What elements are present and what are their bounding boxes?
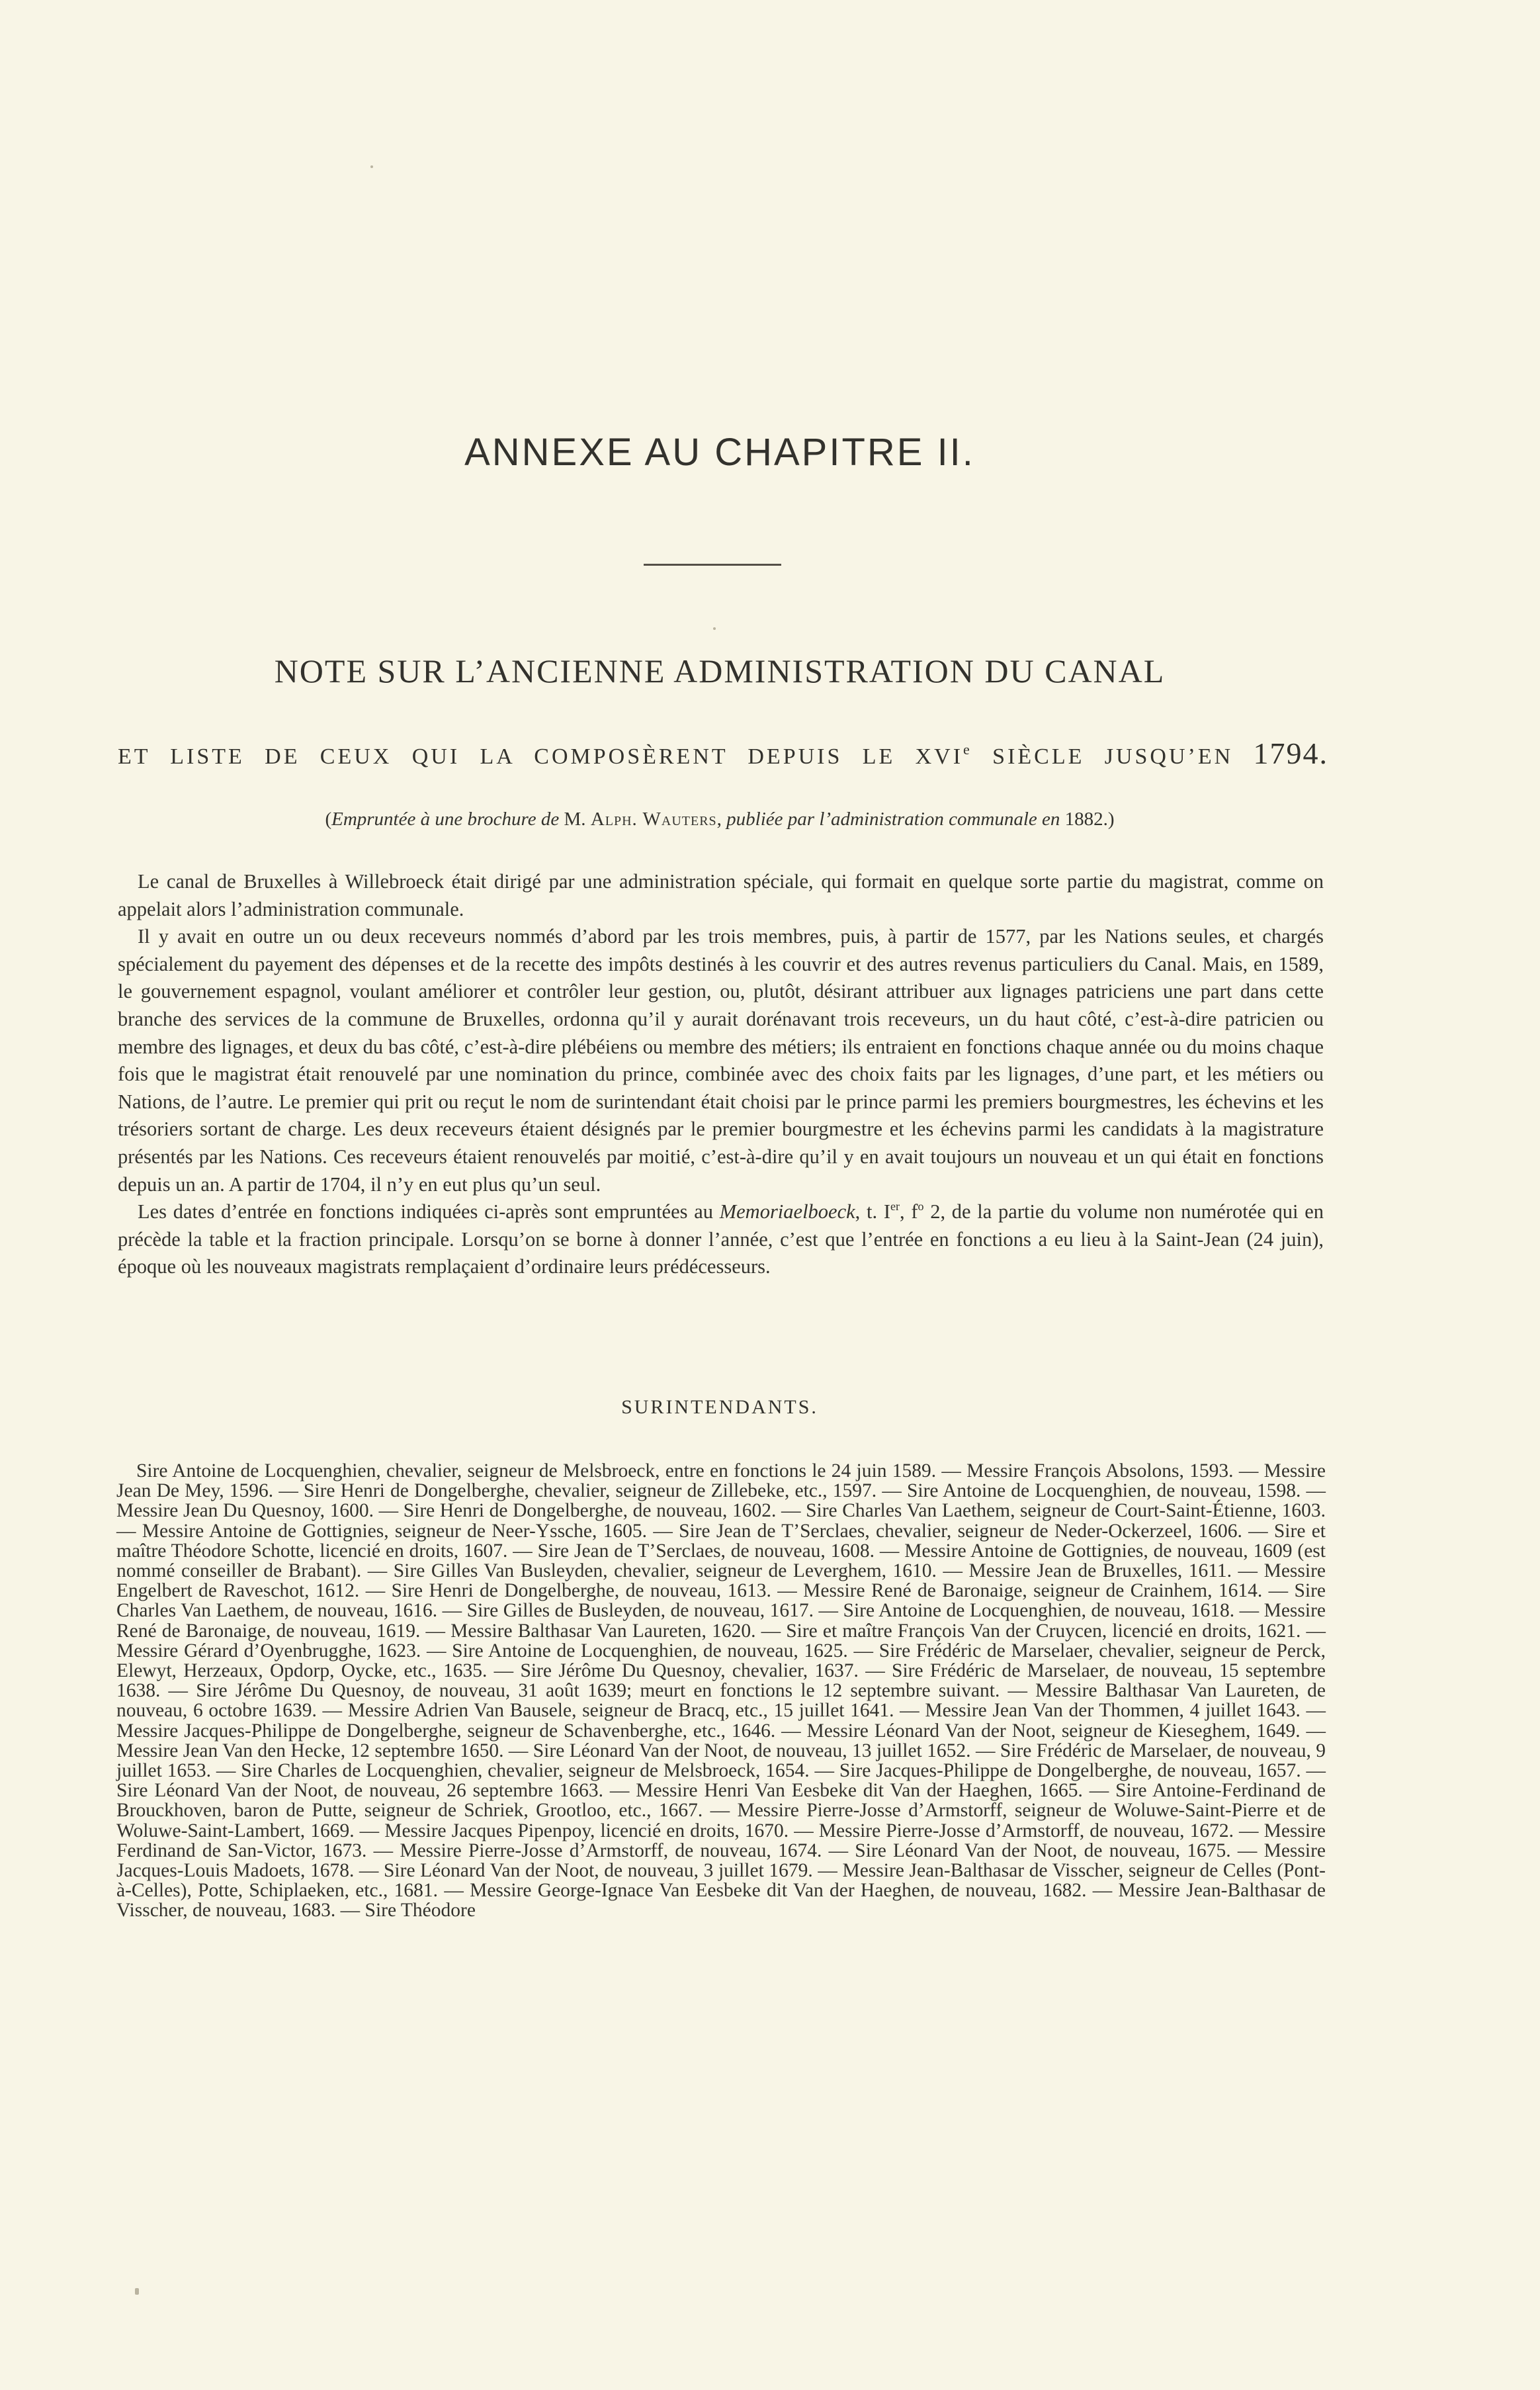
memoriaelboeck-title: Memoriaelboeck [719,1200,855,1223]
paper-speck [135,2288,139,2295]
paragraph-1: Le canal de Bruxelles à Willebroeck était dirigé par une administration spéciale, qui formait en quelque sorte partie du magistrat, comme on appelait alors l’administration communale. [118,870,1324,920]
surintendants-list: Sire Antoine de Locquenghien, chevalier, seigneur de Melsbroeck, entre en fonctions le 24 juin 1589. — Messire François Absolons, 1593. — Messire Jean De Mey, 1596. — Sire Henri de Dongelberghe, chevalier, seigneur de Zillebeke, etc., 1597. — Sire Antoine de Locquenghien, de nouveau, 1598. — Messire Jean Du Quesnoy, 1600. — Sire Henri de Dongelberghe, de nouveau, 1602. — Sire Charles Van Laethem, seigneur de Court-Saint-Étienne, 1603. — Messire Antoine de Gottignies, seigneur de Neer-Yssche, 1605. — Sire Jean de T’Serclaes, chevalier, seigneur de Neder-Ockerzeel, 1606. — Sire et maître Théodore Schotte, licencié en droits, 1607. — Sire Jean de T’Serclaes, de nouveau, 1608. — Messire Antoine de Gottignies, de nouveau, 1609 (est nommé conseiller de Brabant). — Sire Gilles Van Busleyden, chevalier, seigneur de Leverghem, 1610. — Messire Jean de Bruxelles, 1611. — Messire Engelbert de Raveschot, 1612. — Sire Henri de Dongelberghe, de nouveau, 1613. — Messire René de Baronaige, seigneur de Crainhem, 1614. — Sire Charles Van Laethem, de nouveau, 1616. — Sire Gilles de Busleyden, de nouveau, 1617. — Sire Antoine de Locquenghien, de nouveau, 1618. — Messire René de Baronaige, de nouveau, 1619. — Messire Balthasar Van Laureten, 1620. — Sire et maître François Van der Cruycen, licencié en droits, 1621. — Messire Gérard d’Oyenbrugghe, 1623. — Sire Antoine de Locquenghien, de nouveau, 1625. — Sire Frédéric de Marselaer, chevalier, seigneur de Perck, Elewyt, Herzeaux, Opdorp, Oycke, etc., 1635. — Sire Jérôme Du Quesnoy, chevalier, 1637. — Sire Frédéric de Marselaer, de nouveau, 15 septembre 1638. — Sire Jérôme Du Quesnoy, de nouveau, 31 août 1639; meurt en fonctions le 12 septembre suivant. — Messire Balthasar Van Laureten, de nouveau, 6 octobre 1639. — Messire Adrien Van Bausele, seigneur de Bracq, etc., 15 juillet 1641. — Messire Jean Van der Thommen, 4 juillet 1643. — Messire Jacques-Philippe de Dongelberghe, seigneur de Schavenberghe, etc., 1646. — Messire Léonard Van der Noot, seigneur de Kieseghem, 1649. — Messire Jean Van den Hecke, 12 septembre 1650. — Sire Léonard Van der Noot, de nouveau, 13 juillet 1652. — Sire Frédéric de Marselaer, de nouveau, 9 juillet 1653. — Sire Charles de Locquenghien, chevalier, seigneur de Melsbroeck, 1654. — Sire Jacques-Philippe de Dongelberghe, de nouveau, 1657. — Sire Léonard Van der Noot, de nouveau, 26 septembre 1663. — Messire Henri Van Eesbeke dit Van der Haeghen, 1665. — Sire Antoine-Ferdinand de Brouckhoven, baron de Putte, seigneur de Schriek, Grootloo, etc., 1667. — Messire Pierre-Josse d’Armstorff, seigneur de Woluwe-Saint-Pierre et de Woluwe-Saint-Lambert, 1669. — Messire Jacques Pipenpoy, licencié en droits, 1670. — Messire Pierre-Josse d’Armstorff, de nouveau, 1672. — Messire Ferdinand de San-Victor, 1673. — Messire Pierre-Josse d’Armstorff, de nouveau, 1674. — Sire Léonard Van der Noot, de nouveau, 1675. — Messire Jacques-Louis Madoets, 1678. — Sire Léonard Van der Noot, de nouveau, 3 juillet 1679. — Messire Jean-Balthasar de Visscher, seigneur de Celles (Pont-à-Celles), Potte, Schiplaeken, etc., 1681. — Messire George-Ignace Van Eesbeke dit Van der Haeghen, de nouveau, 1682. — Messire Jean-Balthasar de Visscher, de nouveau, 1683. — Sire Théodore [116,1460,1326,1922]
source-comma: , [716,809,727,830]
title-divider [644,564,781,566]
source-open: ( [325,809,332,830]
source-year: 1882.) [1060,809,1115,830]
paragraph-3-mid: , t. I [855,1200,890,1223]
paragraph-2: Il y avait en outre un ou deux receveurs nommés d’abord par les trois membres, puis, à partir de 1577, par les Nations seules, et chargés spécialement du payement des dépenses et de la recette des impôts destinés à les couvrir et des autres revenus particuliers du Canal. Mais, en 1589, le gouvernement espagnol, voulant améliorer et contrôler leur gestion, ou, plutôt, désirant attribuer aux lignages patriciens une part dans cette branche des services de la commune de Bruxelles, ordonna qu’il y aurait dorénavant trois receveurs, un du haut côté, c’est-à-dire patricien ou membre des lignages, et deux du bas côté, c’est-à-dire plébéiens ou membre des métiers; ils entraient en fonctions chaque année ou du moins chaque fois que le magistrat était renouvelé par une nomination du prince, combinée avec des choix faits par les lignages, d’une part, et les métiers ou Nations, de l’autre. Le premier qui prit ou reçut le nom de surintendant était choisi par le prince parmi les premiers bourgmestres, les échevins et les trésoriers sortant de charge. Les deux receveurs étaient désignés par le premier bourgmestre et les échevins parmi les candidats à la magistrature présentés par les Nations. Ces receveurs étaient renouvelés par moitié, c’est-à-dire qu’il y en avait toujours un nouveau et un qui était en fonctions depuis un an. A partir de 1704, il n’y en eut plus qu’un seul. [118,925,1324,1196]
paragraph-3-sup-1: er [890,1200,900,1214]
annexe-title: ANNEXE AU CHAPITRE II. [464,431,975,474]
source-italic-2: publiée par l’administration communale en [726,809,1060,830]
note-title: NOTE SUR L’ANCIENNE ADMINISTRATION DU CANAL [274,652,1166,689]
section-heading-surintendants: SURINTENDANTS. [621,1396,818,1418]
paragraph-3-after: 2, de la partie du volume non numérotée qui en précède la table et la fraction principale. Lorsqu’on se borne à donner l’année, c’est que l’entrée en fonctions a eu lieu à la Saint-Jean (24 juin), époque où les nouveaux magistrats remplaçaient d’ordinaire leurs prédécesseurs. [118,1200,1324,1278]
paragraph-3 [118,1198,1324,1281]
source-author-prefix: M. [559,809,591,830]
paragraph-3-mid-2: , f [899,1200,918,1223]
subtitle [118,736,1328,771]
paragraph-3-sup-2: o [918,1200,924,1214]
source-italic-1: Empruntée à une brochure de [331,809,560,830]
subtitle-year: 1794. [1253,736,1329,770]
subtitle-text-before: ET LISTE DE CEUX QUI LA COMPOSÈRENT DEPUIS LE XVI [118,744,964,769]
paragraph-3-before: Les dates d’entrée en fonctions indiquées ci-après sont empruntées au [138,1200,720,1223]
paper-speck [370,165,373,168]
paper-speck [713,627,716,630]
subtitle-superscript: e [963,741,972,758]
source-author-name: Alph. Wauters [590,809,717,830]
intro-body [118,868,1324,1281]
subtitle-text-after: SIÈCLE JUSQU’EN [972,744,1254,769]
source-citation [0,809,1439,830]
